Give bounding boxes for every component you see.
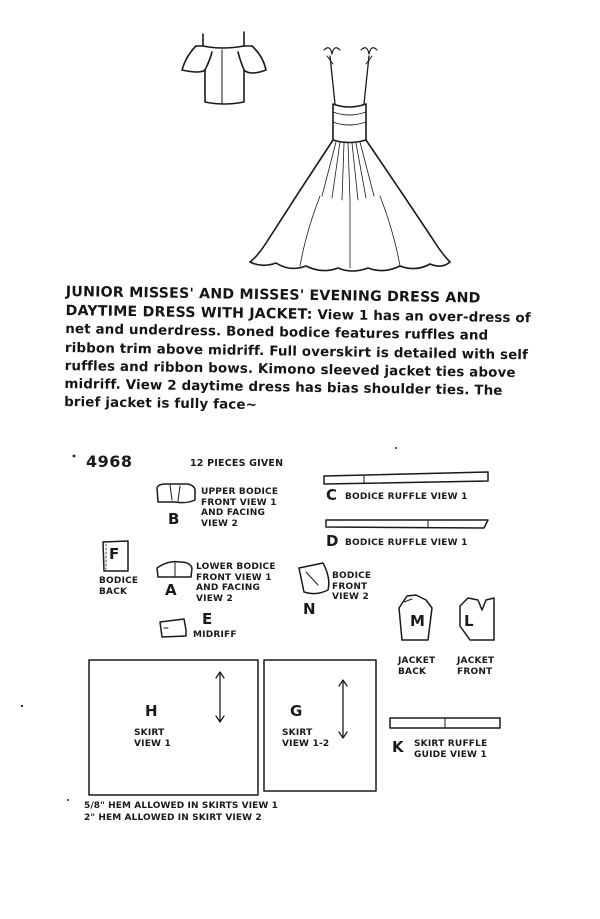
description-title: JUNIOR MISSES' AND MISSES' EVENING DRESS AND DAYTIME DRESS WITH JACKET: bbox=[65, 283, 481, 324]
pattern-number: 4968 bbox=[86, 452, 133, 471]
piece-h-letter: H bbox=[145, 702, 158, 720]
piece-m-letter: M bbox=[410, 612, 425, 630]
piece-e-letter: E bbox=[202, 610, 213, 628]
piece-d-description: BODICE RUFFLE VIEW 1 bbox=[345, 538, 468, 548]
piece-l-description: JACKET FRONT bbox=[457, 656, 495, 677]
piece-c-outline bbox=[324, 472, 488, 484]
piece-h-outline bbox=[89, 660, 258, 795]
piece-g-letter: G bbox=[290, 702, 303, 720]
description-body: View 1 has an over-dress of net and underdress. Boned bodice features ruffles and ribbon trim above midriff. Full overskirt is detailed with self ruffles and ribbon bows. Kimono sleeved jacket ties above midriff. View 2 daytime dress has bias shoulder ties. The brief jacket is fully face~ bbox=[64, 308, 531, 414]
hem-note-view-2: 2" HEM ALLOWED IN SKIRT VIEW 2 bbox=[84, 813, 262, 823]
piece-b-letter: B bbox=[168, 510, 180, 528]
hem-note-view-1: 5/8" HEM ALLOWED IN SKIRTS VIEW 1 bbox=[84, 801, 279, 811]
jacket-illustration bbox=[182, 32, 266, 104]
pieces-given: 12 PIECES GIVEN bbox=[190, 458, 284, 469]
piece-b-outline bbox=[157, 484, 195, 503]
piece-g-outline bbox=[264, 660, 376, 791]
piece-n-outline bbox=[299, 563, 329, 594]
piece-n-letter: N bbox=[303, 600, 316, 618]
piece-d-letter: D bbox=[326, 532, 339, 550]
piece-l-letter: L bbox=[464, 612, 474, 630]
pattern-description bbox=[64, 283, 540, 420]
piece-c-letter: C bbox=[326, 486, 338, 504]
piece-f-description: BODICE BACK bbox=[99, 576, 139, 597]
piece-c-description: BODICE RUFFLE VIEW 1 bbox=[345, 492, 468, 502]
piece-f-letter: F bbox=[109, 545, 120, 563]
piece-a-description: LOWER BODICE FRONT VIEW 1 AND FACING VIEW 2 bbox=[196, 562, 276, 604]
piece-k-letter: K bbox=[392, 738, 404, 756]
piece-e-description: MIDRIFF bbox=[193, 630, 237, 640]
piece-a-letter: A bbox=[165, 581, 177, 599]
piece-g-description: SKIRT VIEW 1-2 bbox=[282, 728, 330, 749]
piece-d-outline bbox=[326, 520, 488, 528]
piece-h-description: SKIRT VIEW 1 bbox=[134, 728, 171, 749]
piece-n-description: BODICE FRONT VIEW 2 bbox=[332, 571, 372, 602]
piece-k-description: SKIRT RUFFLE GUIDE VIEW 1 bbox=[414, 739, 488, 760]
piece-b-description: UPPER BODICE FRONT VIEW 1 AND FACING VIEW 2 bbox=[201, 487, 279, 529]
piece-m-description: JACKET BACK bbox=[398, 656, 436, 677]
evening-dress-illustration bbox=[250, 48, 450, 271]
